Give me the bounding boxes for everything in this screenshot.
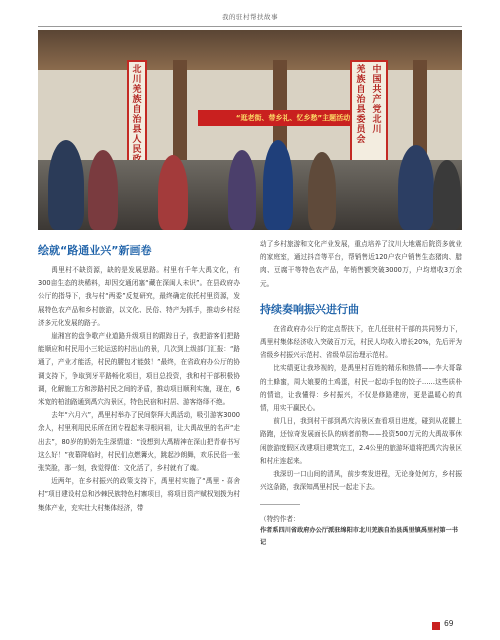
author-note-rule — [260, 504, 300, 505]
author-note-label: （特约作者： — [260, 515, 300, 524]
section-title-right: 持续奏响振兴进行曲 — [260, 302, 359, 316]
left-column — [38, 238, 240, 515]
right-column — [260, 238, 462, 549]
photo-person — [48, 140, 84, 230]
photo-person — [228, 150, 256, 230]
right-sign-col2: 羌族自治县委员会 — [356, 65, 366, 145]
body-paragraph: 比实绩更让我珍视的，是禹里村百姓的精乐和热情——李大哥靠的土蜂蜜，周大娘要的土鸡蛋，村民一起动手包的饺子……这些质朴的情谊，让我懂得：乡村振兴，不仅是修路建房，更是温暖心的真情，用实干赢民心。 — [260, 364, 462, 413]
section-title-left: 绘就“路通业兴”新画卷 — [38, 244, 152, 257]
photo-person — [433, 160, 461, 230]
body-paragraph: 我深切一口山间的清风，前步奏发进程，无论身处何方，乡村振兴这条路，我深知禹里村民一起走下去。 — [260, 470, 462, 492]
left-sign-text: 北川羌族自治县人民 — [132, 65, 142, 155]
author-note-text: 作者系四川省政府办公厅派驻绵阳市北川羌族自治县禹里镇禹里村第一书记 — [260, 527, 458, 547]
photo-person — [158, 155, 188, 230]
page-marker — [432, 622, 440, 630]
body-paragraph: 崖湘宫的盘争歌产业道路升级项目的跟踪日子，我把游客们把路能顺应和村民用小三轮运送的村出山的景，几次到上级部门汇报：“路通了，产业才能活，村民的腰包才能鼓！”最终，在省政府办公厅的协调支持下，争取到牙平路畅化项目，项目总投资，我和村干部积极协调，化解施工方和涉路村民之间的矛盾，推动项目顺利实施，现在，6米宽的柏油路通到禹穴沟景区，特色民宿和村居、游客络绎不绝。 — [38, 332, 241, 407]
photo-red-banner: “逛老街、带乡礼、忆乡愁”主题活动 — [198, 110, 388, 126]
body-paragraph: 前几日，我到村干部到禹穴沟景区查看项目进度，碰到从花腰上路跑，还惊奇发展面长队的病者前物——投资500万元的大禹故事休闲旅游度假区改建项目建筑完工，2.4公里的旅游环道将把禹穴沟景区和村庄连起来。 — [260, 417, 462, 465]
body-paragraph: 近两年，在乡村振兴的政策支持下，禹里村实施了“禹里・喜舍村”项目建设村总和沙棘民族特色村寨项目，将项目资产赋权划拨为村集体产业，充实壮大村集体经济，带 — [38, 477, 240, 512]
article-photo — [38, 30, 462, 230]
photo-person — [88, 150, 118, 230]
photo-person — [398, 145, 434, 230]
right-sign-col1: 中国共产党北川 — [372, 65, 382, 135]
photo-roof — [38, 30, 462, 70]
body-paragraph: 去年“六月六”，禹里村举办了民间祭拜大禹活动，吸引游客3000余人，村里利用民乐所在团专程起来寻根问祖，让大禹故里的名声“走出去”，80岁的奶奶先生深情道：“没想到大禹精神在深山把青春书写这么好！”夜幕降临时，村民们点燃篝火，跳起沙朗舞，欢乐民俗一张张笑脸，那一刻，我觉得值：文化活了，乡村就有了魂。 — [38, 411, 240, 473]
body-paragraph: 在省政府办公厅的定点帮扶下，在几任驻村干部的共同努力下，禹里村集体经济收入突破百万元，村民人均收入增长20%，先后评为省级乡村振兴示范村、省级单层治理示范村。 — [260, 324, 462, 360]
header-rule — [38, 26, 462, 27]
running-header: 我的驻村帮扶故事 — [222, 13, 278, 21]
photo-person — [308, 152, 336, 230]
photo-person — [263, 140, 293, 230]
page-number: 69 — [444, 619, 454, 628]
body-paragraph-continued: 动了乡村旅游和文化产业发展，重点培养了汶川大地震后院资多就业的家庭室，通过抖音等平台，帮销售近120户农户销售生态猪肉、腊肉、豆腐干等特色农产品，年销售额突破3000万，户均增收3万余元。 — [260, 240, 462, 288]
body-paragraph: 禹里村不缺资源，缺的是发展思路。村里有千年大禹文化，有300亩生态的块稀料，却因交通闭塞“藏在深闺人未识”。在县政府办公厅的指导下，我与村“两委”反复研究，最终确定依托村里资源，发展特色农产品和乡村旅游，以文化、民俗、特产为抓手，推动乡村经济多元化发展的路子。 — [38, 266, 240, 327]
